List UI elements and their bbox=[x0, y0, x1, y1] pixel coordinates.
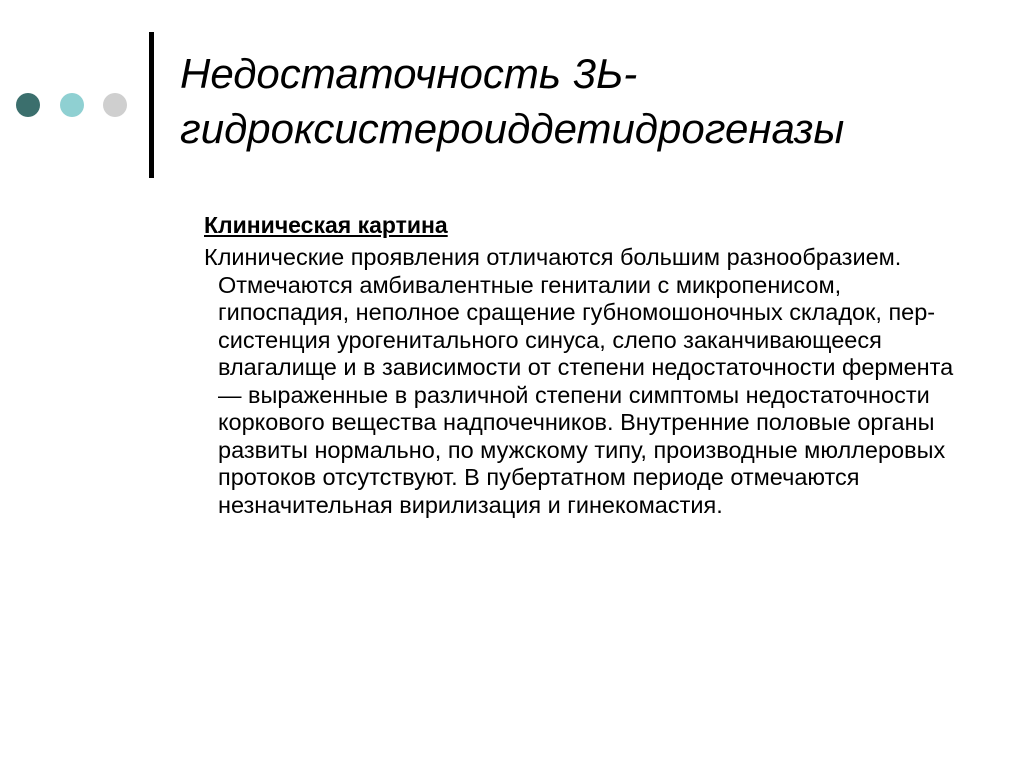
slide-title: Недостаточность 3Ь-гидроксистероиддетидрогеназы bbox=[180, 50, 845, 152]
body-paragraph: Клинические проявления отличаются большим разнообразием. Отмечаются амбивалентные гениталии с микропенисом, гипоспадия, неполное сращение губномошоночных складок, пер-систенция урогенитального синуса, слепо заканчивающееся влагалище и в зависимости от степени недостаточности фермента — выраженные в различной степени симптомы недостаточности коркового вещества надпочечников. Внутренние половые органы развиты нормально, по мужскому типу, производные мюллеровых протоков отсутствуют. В пубертатном периоде отмечаются незначительная вирилизация и гинекомастия. bbox=[204, 244, 954, 518]
decor-dot-gray bbox=[103, 93, 127, 117]
decor-dot-dark-teal bbox=[16, 93, 40, 117]
section-subheading: Клиническая картина bbox=[204, 212, 448, 238]
slide-content bbox=[204, 210, 964, 519]
decor-dot-light-teal bbox=[60, 93, 84, 117]
title-divider-bar bbox=[149, 32, 154, 178]
